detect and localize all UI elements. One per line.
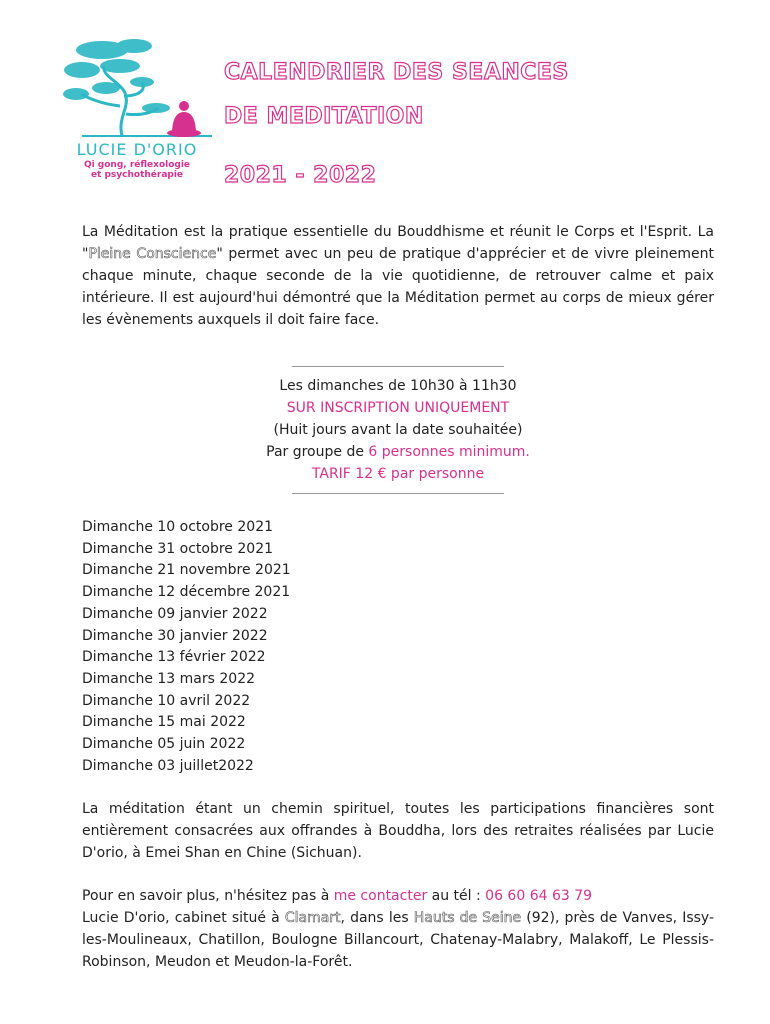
delay-text: (Huit jours avant la date souhaitée) [273, 422, 523, 438]
page-title-years: 2021 - 2022 [224, 163, 377, 188]
date-item: Dimanche 10 octobre 2021 [82, 519, 274, 535]
date-item: Dimanche 21 novembre 2021 [82, 562, 291, 579]
date-item: Dimanche 12 décembre 2021 [82, 584, 291, 601]
date-item: Dimanche 30 janvier 2022 [82, 627, 268, 644]
contact-prefix: Pour en savoir plus, n'hésitez pas à [82, 888, 334, 904]
date-item: Dimanche 03 juillet2022 [82, 757, 254, 774]
date-item: Dimanche 05 juin 2022 [82, 736, 246, 753]
logo-name: LUCIE D'ORIO [76, 140, 198, 159]
date-item: Dimanche 13 février 2022 [82, 649, 266, 666]
date-item: Dimanche 31 octobre 2021 [82, 540, 274, 557]
session-dates-list [82, 517, 291, 777]
date-item: Dimanche 15 mai 2022 [82, 714, 246, 731]
logo-subtitle-line1: Qi gong, réflexologie [83, 160, 191, 170]
intro-paragraph [82, 221, 714, 331]
bonsai-meditation-icon [62, 36, 212, 141]
logo-subtitle-line2: et psychothérapie [90, 170, 184, 180]
inscription-text: SUR INSCRIPTION UNIQUEMENT [286, 400, 510, 416]
divider-bottom [292, 493, 504, 494]
tarif-text [82, 463, 714, 485]
date-item: Dimanche 13 mars 2022 [82, 670, 256, 687]
group-highlight: 6 personnes minimum. [368, 444, 530, 460]
group-prefix: Par groupe de [266, 444, 369, 460]
department-link[interactable]: Hauts de Seine [413, 910, 522, 926]
contact-line2-b: , dans les [340, 910, 414, 926]
session-info [82, 358, 714, 502]
city-link[interactable]: Clamart [284, 910, 341, 926]
logo [62, 36, 217, 186]
logo-subtitle [62, 160, 212, 180]
contact-link[interactable]: me contacter [333, 888, 428, 904]
tarif-suffix: par personne [386, 466, 485, 482]
intro-text-1: La Méditation est la pratique essentielle du Bouddhisme et réunit le Corps et l'Esprit. La " [82, 224, 714, 262]
page-title-line2: DE MEDITATION [224, 104, 424, 129]
contact-line2-c: (92), près de Vanves, Issy-les-Moulineaux, Chatillon, Boulogne Billancourt, Chatenay-Malabry, Malakoff, Le Plessis-Robinson, Meudon et Meudon-la-Forêt. [82, 910, 715, 970]
phone-link[interactable]: 06 60 64 63 79 [485, 888, 593, 904]
contact-paragraph [82, 885, 714, 973]
pleine-conscience-link[interactable]: Pleine Conscience [88, 246, 217, 262]
tarif-label: TARIF 12 € [311, 466, 387, 482]
intro-text-2: " permet avec un peu de pratique d'apprécier et de vivre pleinement chaque minute, chaque seconde de la vie quotidienne, de retrouver calme et paix intérieure. Il est aujourd'hui démontré que la Méditation permet au corps de mieux gérer les évènements auxquels il doit faire face. [82, 246, 714, 328]
spiritual-paragraph: La méditation étant un chemin spirituel, toutes les participations financières sont entièrement consacrées aux offrandes à Bouddha, lors des retraites réalisées par Lucie D'orio, à Emei Shan en Chine (Sichuan). [82, 801, 714, 861]
page-title-line1: CALENDRIER DES SEANCES [224, 60, 569, 85]
date-item: Dimanche 10 avril 2022 [82, 692, 251, 709]
date-item: Dimanche 09 janvier 2022 [82, 605, 268, 622]
group-text [82, 441, 714, 463]
schedule-text: Les dimanches de 10h30 à 11h30 [279, 378, 517, 394]
divider-top [292, 366, 504, 367]
contact-middle: au tél : [427, 888, 486, 904]
contact-line2-a: Lucie D'orio, cabinet situé à [82, 910, 285, 926]
